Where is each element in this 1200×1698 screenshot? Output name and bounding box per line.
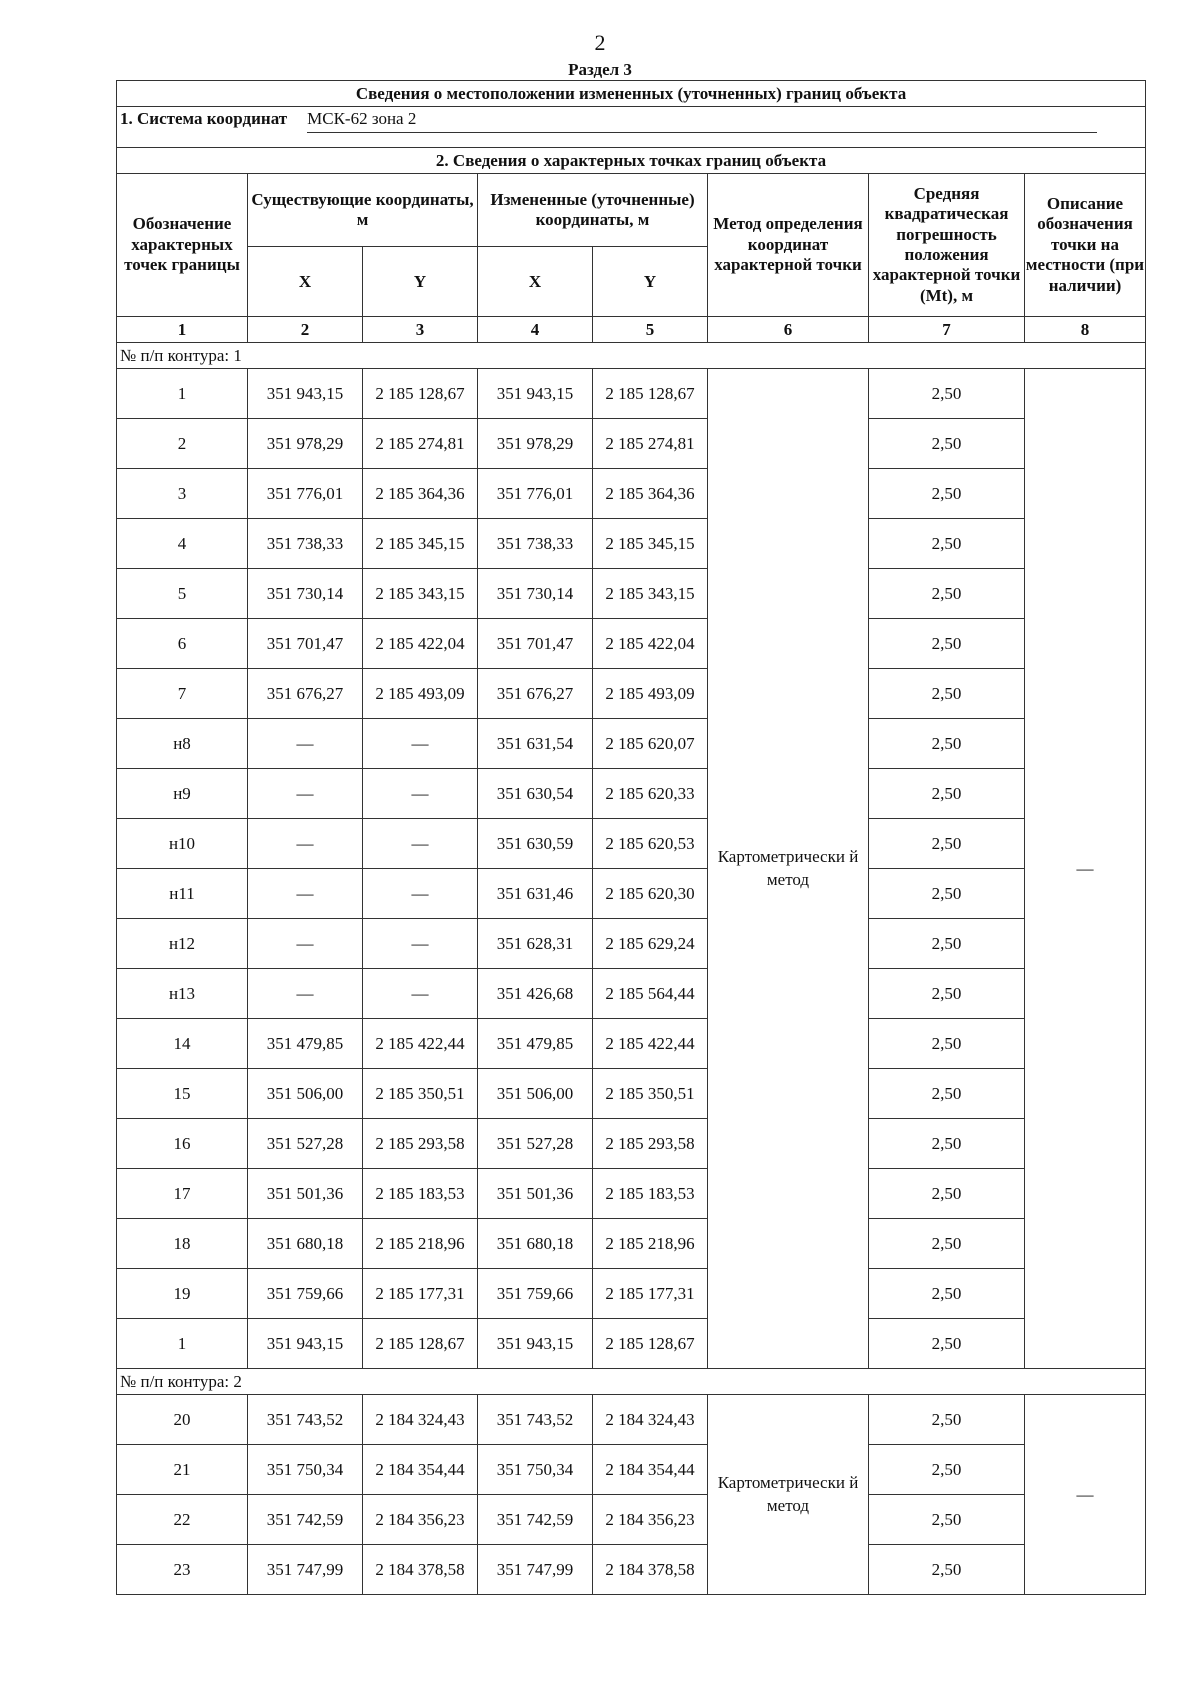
error-mt-cell: 2,50 [869, 719, 1025, 769]
point-id-cell: 4 [117, 519, 248, 569]
changed-x-cell: 351 776,01 [478, 469, 593, 519]
existing-y-cell: 2 185 493,09 [363, 669, 478, 719]
point-id-cell: 1 [117, 1319, 248, 1369]
method-cell: Картометрически й метод [708, 1395, 869, 1595]
table-row [117, 1219, 1146, 1269]
changed-x-cell: 351 738,33 [478, 519, 593, 569]
point-id-cell: н11 [117, 869, 248, 919]
existing-y-cell: 2 185 345,15 [363, 519, 478, 569]
error-mt-cell: 2,50 [869, 1395, 1025, 1445]
header-point: Обозначение характерных точек границы [117, 174, 248, 317]
column-number: 1 [117, 317, 248, 343]
header-error: Средняя квадратическая погрешность положения характерной точки (Mt), м [869, 174, 1025, 317]
existing-x-cell: — [248, 919, 363, 969]
table-row [117, 1169, 1146, 1219]
table-row [117, 419, 1146, 469]
existing-y-cell: 2 185 274,81 [363, 419, 478, 469]
table-row [117, 919, 1146, 969]
existing-y-cell: 2 185 218,96 [363, 1219, 478, 1269]
changed-x-cell: 351 742,59 [478, 1495, 593, 1545]
table-row [117, 969, 1146, 1019]
changed-y-cell: 2 185 620,30 [593, 869, 708, 919]
changed-x-cell: 351 943,15 [478, 369, 593, 419]
error-mt-cell: 2,50 [869, 1069, 1025, 1119]
section-title: Раздел 3 [568, 60, 632, 79]
point-id-cell: н8 [117, 719, 248, 769]
existing-x-cell: 351 759,66 [248, 1269, 363, 1319]
existing-y-cell: — [363, 869, 478, 919]
point-id-cell: 15 [117, 1069, 248, 1119]
coord-system-row [117, 107, 1146, 148]
header-description: Описание обозначения точки на местности (при наличии) [1025, 174, 1146, 317]
changed-x-cell: 351 527,28 [478, 1119, 593, 1169]
existing-x-cell: 351 701,47 [248, 619, 363, 669]
table-row [117, 619, 1146, 669]
point-id-cell: 5 [117, 569, 248, 619]
error-mt-cell: 2,50 [869, 519, 1025, 569]
point-id-cell: 1 [117, 369, 248, 419]
point-id-cell: 3 [117, 469, 248, 519]
point-id-cell: н9 [117, 769, 248, 819]
table-row [117, 669, 1146, 719]
point-id-cell: н13 [117, 969, 248, 1019]
column-number: 8 [1025, 317, 1146, 343]
table-row [117, 519, 1146, 569]
changed-y-cell: 2 185 350,51 [593, 1069, 708, 1119]
point-id-cell: 22 [117, 1495, 248, 1545]
point-id-cell: 2 [117, 419, 248, 469]
point-id-cell: 20 [117, 1395, 248, 1445]
description-cell: — [1025, 369, 1146, 1369]
error-mt-cell: 2,50 [869, 1545, 1025, 1595]
column-number: 4 [478, 317, 593, 343]
changed-y-cell: 2 185 218,96 [593, 1219, 708, 1269]
changed-y-cell: 2 184 324,43 [593, 1395, 708, 1445]
existing-y-cell: — [363, 969, 478, 1019]
changed-x-cell: 351 631,46 [478, 869, 593, 919]
point-id-cell: 18 [117, 1219, 248, 1269]
changed-y-cell: 2 185 620,07 [593, 719, 708, 769]
changed-y-cell: 2 184 356,23 [593, 1495, 708, 1545]
changed-x-cell: 351 630,59 [478, 819, 593, 869]
changed-y-cell: 2 185 493,09 [593, 669, 708, 719]
existing-x-cell: 351 730,14 [248, 569, 363, 619]
existing-x-cell: 351 776,01 [248, 469, 363, 519]
error-mt-cell: 2,50 [869, 469, 1025, 519]
column-number: 2 [248, 317, 363, 343]
existing-x-cell: 351 501,36 [248, 1169, 363, 1219]
column-number: 6 [708, 317, 869, 343]
changed-y-cell: 2 185 274,81 [593, 419, 708, 469]
existing-x-cell: — [248, 719, 363, 769]
changed-y-cell: 2 185 343,15 [593, 569, 708, 619]
existing-x-cell: — [248, 769, 363, 819]
header-existing-y: Y [363, 247, 478, 317]
existing-y-cell: 2 184 324,43 [363, 1395, 478, 1445]
table-title: Сведения о местоположении измененных (уточненных) границ объекта [117, 81, 1146, 107]
error-mt-cell: 2,50 [869, 1319, 1025, 1369]
existing-y-cell: — [363, 719, 478, 769]
changed-y-cell: 2 185 422,04 [593, 619, 708, 669]
point-id-cell: н10 [117, 819, 248, 869]
table-row [117, 1319, 1146, 1369]
error-mt-cell: 2,50 [869, 819, 1025, 869]
header-method: Метод определения координат характерной точки [708, 174, 869, 317]
error-mt-cell: 2,50 [869, 1269, 1025, 1319]
existing-x-cell: 351 750,34 [248, 1445, 363, 1495]
boundary-points-table [116, 80, 1146, 1595]
changed-x-cell: 351 426,68 [478, 969, 593, 1019]
point-id-cell: 7 [117, 669, 248, 719]
contour-label: № п/п контура: 1 [117, 343, 1146, 369]
header-existing-x: X [248, 247, 363, 317]
changed-y-cell: 2 185 128,67 [593, 369, 708, 419]
existing-x-cell: 351 743,52 [248, 1395, 363, 1445]
error-mt-cell: 2,50 [869, 419, 1025, 469]
changed-x-cell: 351 943,15 [478, 1319, 593, 1369]
changed-x-cell: 351 743,52 [478, 1395, 593, 1445]
page-number: 2 [594, 30, 606, 55]
existing-y-cell: — [363, 769, 478, 819]
table-row [117, 1119, 1146, 1169]
existing-x-cell: 351 738,33 [248, 519, 363, 569]
changed-x-cell: 351 479,85 [478, 1019, 593, 1069]
header-existing: Существующие координаты, м [248, 174, 478, 247]
changed-x-cell: 351 701,47 [478, 619, 593, 669]
table-row [117, 1019, 1146, 1069]
table-row [117, 1269, 1146, 1319]
changed-y-cell: 2 184 354,44 [593, 1445, 708, 1495]
existing-x-cell: 351 506,00 [248, 1069, 363, 1119]
existing-x-cell: 351 747,99 [248, 1545, 363, 1595]
point-id-cell: н12 [117, 919, 248, 969]
coord-system-label: 1. Система координат [120, 109, 288, 128]
error-mt-cell: 2,50 [869, 1219, 1025, 1269]
error-mt-cell: 2,50 [869, 619, 1025, 669]
existing-x-cell: 351 742,59 [248, 1495, 363, 1545]
error-mt-cell: 2,50 [869, 919, 1025, 969]
table-row [117, 469, 1146, 519]
existing-y-cell: 2 185 364,36 [363, 469, 478, 519]
point-id-cell: 14 [117, 1019, 248, 1069]
error-mt-cell: 2,50 [869, 1169, 1025, 1219]
table-row [117, 769, 1146, 819]
existing-y-cell: 2 185 293,58 [363, 1119, 478, 1169]
table-row [117, 1395, 1146, 1445]
existing-y-cell: 2 185 183,53 [363, 1169, 478, 1219]
changed-y-cell: 2 185 293,58 [593, 1119, 708, 1169]
header-changed-x: X [478, 247, 593, 317]
error-mt-cell: 2,50 [869, 669, 1025, 719]
changed-x-cell: 351 978,29 [478, 419, 593, 469]
existing-x-cell: 351 978,29 [248, 419, 363, 469]
table-row [117, 1495, 1146, 1545]
existing-y-cell: 2 185 350,51 [363, 1069, 478, 1119]
header-changed-y: Y [593, 247, 708, 317]
existing-y-cell: — [363, 819, 478, 869]
changed-y-cell: 2 185 620,53 [593, 819, 708, 869]
changed-y-cell: 2 185 128,67 [593, 1319, 708, 1369]
method-cell: Картометрически й метод [708, 369, 869, 1369]
description-cell: — [1025, 1395, 1146, 1595]
changed-y-cell: 2 185 345,15 [593, 519, 708, 569]
error-mt-cell: 2,50 [869, 969, 1025, 1019]
changed-x-cell: 351 628,31 [478, 919, 593, 969]
error-mt-cell: 2,50 [869, 569, 1025, 619]
existing-y-cell: 2 185 422,04 [363, 619, 478, 669]
point-id-cell: 17 [117, 1169, 248, 1219]
changed-y-cell: 2 185 620,33 [593, 769, 708, 819]
changed-y-cell: 2 185 183,53 [593, 1169, 708, 1219]
changed-x-cell: 351 747,99 [478, 1545, 593, 1595]
existing-y-cell: 2 185 177,31 [363, 1269, 478, 1319]
point-id-cell: 16 [117, 1119, 248, 1169]
changed-y-cell: 2 185 629,24 [593, 919, 708, 969]
existing-x-cell: 351 479,85 [248, 1019, 363, 1069]
table-row [117, 719, 1146, 769]
point-id-cell: 21 [117, 1445, 248, 1495]
error-mt-cell: 2,50 [869, 869, 1025, 919]
existing-y-cell: 2 184 356,23 [363, 1495, 478, 1545]
point-id-cell: 23 [117, 1545, 248, 1595]
existing-y-cell: 2 184 378,58 [363, 1545, 478, 1595]
header-changed: Измененные (уточненные) координаты, м [478, 174, 708, 247]
existing-y-cell: 2 184 354,44 [363, 1445, 478, 1495]
changed-x-cell: 351 759,66 [478, 1269, 593, 1319]
table-row [117, 1445, 1146, 1495]
existing-x-cell: 351 680,18 [248, 1219, 363, 1269]
error-mt-cell: 2,50 [869, 369, 1025, 419]
coord-system-value: МСК-62 зона 2 [307, 109, 1097, 133]
existing-x-cell: 351 943,15 [248, 1319, 363, 1369]
existing-y-cell: 2 185 128,67 [363, 1319, 478, 1369]
existing-x-cell: 351 676,27 [248, 669, 363, 719]
existing-y-cell: 2 185 343,15 [363, 569, 478, 619]
existing-y-cell: — [363, 919, 478, 969]
existing-y-cell: 2 185 128,67 [363, 369, 478, 419]
existing-x-cell: — [248, 869, 363, 919]
changed-x-cell: 351 676,27 [478, 669, 593, 719]
table-row [117, 1545, 1146, 1595]
existing-x-cell: 351 943,15 [248, 369, 363, 419]
table-row [117, 569, 1146, 619]
changed-y-cell: 2 184 378,58 [593, 1545, 708, 1595]
changed-x-cell: 351 730,14 [478, 569, 593, 619]
table-row [117, 1069, 1146, 1119]
changed-y-cell: 2 185 177,31 [593, 1269, 708, 1319]
existing-y-cell: 2 185 422,44 [363, 1019, 478, 1069]
changed-y-cell: 2 185 422,44 [593, 1019, 708, 1069]
changed-x-cell: 351 506,00 [478, 1069, 593, 1119]
changed-y-cell: 2 185 564,44 [593, 969, 708, 1019]
changed-y-cell: 2 185 364,36 [593, 469, 708, 519]
column-number: 5 [593, 317, 708, 343]
points-title: 2. Сведения о характерных точках границ объекта [117, 148, 1146, 174]
error-mt-cell: 2,50 [869, 1495, 1025, 1545]
column-numbers-row [117, 317, 1146, 343]
changed-x-cell: 351 631,54 [478, 719, 593, 769]
column-number: 3 [363, 317, 478, 343]
contour-label: № п/п контура: 2 [117, 1369, 1146, 1395]
changed-x-cell: 351 680,18 [478, 1219, 593, 1269]
table-row [117, 369, 1146, 419]
error-mt-cell: 2,50 [869, 769, 1025, 819]
error-mt-cell: 2,50 [869, 1019, 1025, 1069]
changed-x-cell: 351 501,36 [478, 1169, 593, 1219]
point-id-cell: 19 [117, 1269, 248, 1319]
changed-x-cell: 351 750,34 [478, 1445, 593, 1495]
existing-x-cell: — [248, 969, 363, 1019]
changed-x-cell: 351 630,54 [478, 769, 593, 819]
existing-x-cell: — [248, 819, 363, 869]
column-number: 7 [869, 317, 1025, 343]
point-id-cell: 6 [117, 619, 248, 669]
error-mt-cell: 2,50 [869, 1119, 1025, 1169]
table-row [117, 819, 1146, 869]
error-mt-cell: 2,50 [869, 1445, 1025, 1495]
existing-x-cell: 351 527,28 [248, 1119, 363, 1169]
table-row [117, 869, 1146, 919]
